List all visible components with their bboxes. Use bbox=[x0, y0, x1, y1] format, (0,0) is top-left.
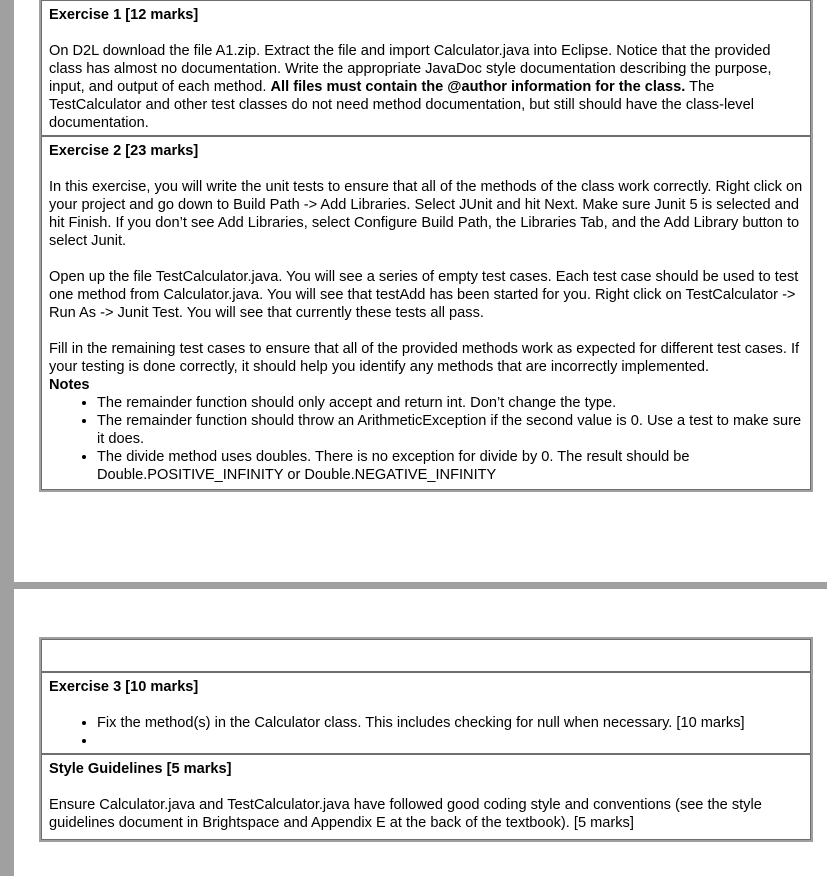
document-page-1 bbox=[14, 0, 827, 582]
exercise-1-heading: Exercise 1 [12 marks] bbox=[49, 7, 199, 23]
style-guidelines-row bbox=[41, 754, 811, 840]
exercise-2-paragraph-1: In this exercise, you will write the unit tests to ensure that all of the methods of the class work correctly. Right click on your project and go down to Build Path -> Add Libraries. Select JUnit and hit Next. Make sure Junit 5 is selected and hit Finish. If you don’t see Add Libraries, select Configure Build Path, the Libraries Tab, and the Add Library button to select Junit. bbox=[49, 179, 803, 249]
empty-cell bbox=[41, 639, 811, 672]
exercise-table-1 bbox=[39, 0, 813, 492]
empty-row bbox=[41, 639, 811, 672]
list-item: • The divide method uses doubles. There is no exception for divide by 0. The result should be Double.POSITIVE_INFINITY or Double.NEGATIVE_INFINITY bbox=[97, 448, 803, 484]
style-guidelines-heading: Style Guidelines [5 marks] bbox=[49, 761, 232, 777]
style-guidelines-cell bbox=[41, 754, 811, 840]
list-item: • The remainder function should only accept and return int. Don’t change the type. bbox=[97, 394, 803, 412]
exercise-3-list bbox=[49, 714, 803, 750]
exercise-2-cell bbox=[41, 136, 811, 490]
exercise-1-cell bbox=[41, 0, 811, 136]
document-page-2 bbox=[14, 589, 827, 876]
style-guidelines-paragraph: Ensure Calculator.java and TestCalculator.java have followed good coding style and conventions (see the style guidelines document in Brightspace and Appendix E at the back of the textbook). [5 marks] bbox=[49, 797, 762, 831]
notes-list bbox=[49, 394, 803, 484]
exercise-3-row bbox=[41, 672, 811, 754]
exercise-2-row bbox=[41, 136, 811, 490]
list-item: • Fix the method(s) in the Calculator class. This includes checking for null when necessary. [10 marks] bbox=[97, 714, 803, 732]
exercise-2-paragraph-2: Open up the file TestCalculator.java. You will see a series of empty test cases. Each test case should be used to test one method from Calculator.java. You will see that testAdd has been started for you. Right click on TestCalculator -> Run As -> Junit Test. You will see that currently these tests all pass. bbox=[49, 269, 799, 321]
exercise-1-text-b: The TestCalculator and other test classes do not need method documentation, but still should have the class-level documentation. bbox=[49, 79, 754, 131]
exercise-1-text-a: On D2L download the file A1.zip. Extract the file and import Calculator.java into Eclipse. Notice that the provided class has almost no documentation. Write the appropriate JavaDoc style documentation describing the purpose, input, and output of each method. bbox=[49, 43, 772, 95]
exercise-1-paragraph bbox=[49, 42, 803, 132]
exercise-3-heading: Exercise 3 [10 marks] bbox=[49, 679, 199, 695]
exercise-3-cell bbox=[41, 672, 811, 754]
notes-heading: Notes bbox=[49, 377, 90, 393]
exercise-2-paragraph-3: Fill in the remaining test cases to ensure that all of the provided methods work as expected for different test cases. If your testing is done correctly, it should help you identify any methods that are incorrectly implemented. bbox=[49, 341, 800, 375]
exercise-2-heading: Exercise 2 [23 marks] bbox=[49, 143, 199, 159]
exercise-1-row bbox=[41, 0, 811, 136]
exercise-1-text-bold: All files must contain the @author information for the class. bbox=[270, 79, 686, 95]
list-item: • The remainder function should throw an ArithmeticException if the second value is 0. Use a test to make sure it does. bbox=[97, 412, 803, 448]
list-item bbox=[97, 732, 803, 750]
exercise-table-2 bbox=[39, 637, 813, 842]
